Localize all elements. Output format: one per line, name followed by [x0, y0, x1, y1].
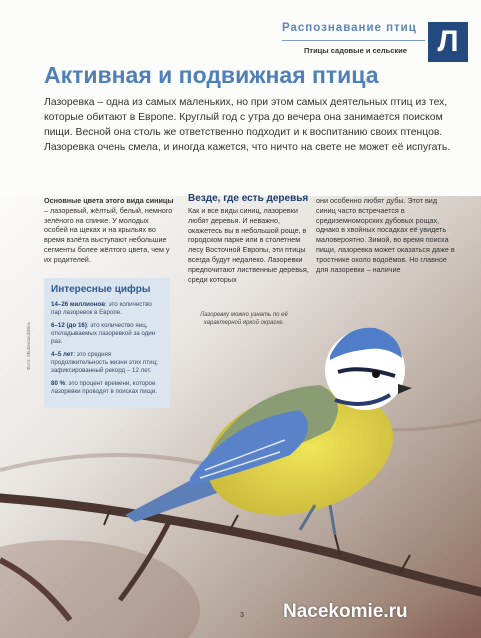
- rubric-divider: [282, 40, 425, 41]
- fact-text: : это количество пар лазоревок в Европе.: [51, 301, 152, 316]
- column-2-text: Как и все виды синиц, лазоревки любят деревья. И неважно, окажетесь вы в небольшой роще, в городском парке или в столетнем лесу Восточной Европы, эти птицы всегда будут недалеко. Лазоревки предпочитают лиственные деревья, среди которых: [188, 206, 309, 284]
- column-3-text: они особенно любят дубы. Этот вид синиц часто встречается в средиземноморских дубовых рощах, однако в хвойных посадках её увидеть маловероятно. Зимой, во время поиска пищи, лазоревка может оказаться даже в тростнике около водоёмов. Но главное для лазоревки – наличие: [316, 196, 455, 274]
- fact-item: [51, 322, 163, 346]
- column-1-body: – лазоревый, жёлтый, белый, немного зелёного на спинке. У молодых особей на щеках и на крыльях во время взлёта выступают небольшие сегменты более жёлтого цвета, чем у их родителей.: [44, 205, 173, 264]
- photo-caption: Лазоревку можно узнать по её характерной яркой окраске.: [200, 312, 288, 326]
- facts-box: [44, 278, 170, 408]
- page-number: 3: [240, 612, 244, 619]
- fact-item: [51, 380, 163, 396]
- fact-text: : это средняя продолжительность жизни этих птиц; зафиксированный рекорд – 12 лет.: [51, 351, 158, 374]
- subheading: Везде, где есть деревья: [188, 193, 309, 204]
- column-1-text: [44, 196, 174, 265]
- photo-credit: Фото: Shutterstock/Bios: [26, 322, 31, 370]
- fact-text: : это процент времени, которое лазоревки проводят в поисках пищи.: [51, 380, 158, 395]
- facts-title: Интересные цифры: [51, 284, 151, 295]
- article-lead: Лазоревка – одна из самых маленьких, но при этом самых деятельных птиц из тех, которые обитают в Европе. Круглый год с утра до вечера она занимается поиском пищи. Весной она столь же ответственно подходит и к воспитанию своих птенцов. Лазоревка очень смела, и иногда кажется, что ничто на свете не может её испугать.: [44, 97, 451, 153]
- site-watermark: Nacekomie.ru: [283, 601, 408, 622]
- column-1-lead-in: Основные цвета этого вида синицы: [44, 196, 174, 205]
- article-title: Активная и подвижная птица: [44, 62, 379, 88]
- fact-number: 14–26 миллионов: [51, 301, 106, 308]
- fact-item: [51, 301, 163, 317]
- fact-item: [51, 351, 163, 375]
- series-title: Птицы садовые и сельские: [304, 46, 407, 55]
- fact-number: 80 %: [51, 380, 66, 387]
- fact-number: 6–12 (до 16): [51, 322, 87, 329]
- fact-text: : это количество яиц, откладываемых лазоревкой за один раз.: [51, 322, 156, 345]
- fact-number: 4–5 лет: [51, 351, 74, 358]
- section-rubric: Распознавание птиц: [282, 22, 417, 34]
- letter-badge: Л: [428, 22, 468, 62]
